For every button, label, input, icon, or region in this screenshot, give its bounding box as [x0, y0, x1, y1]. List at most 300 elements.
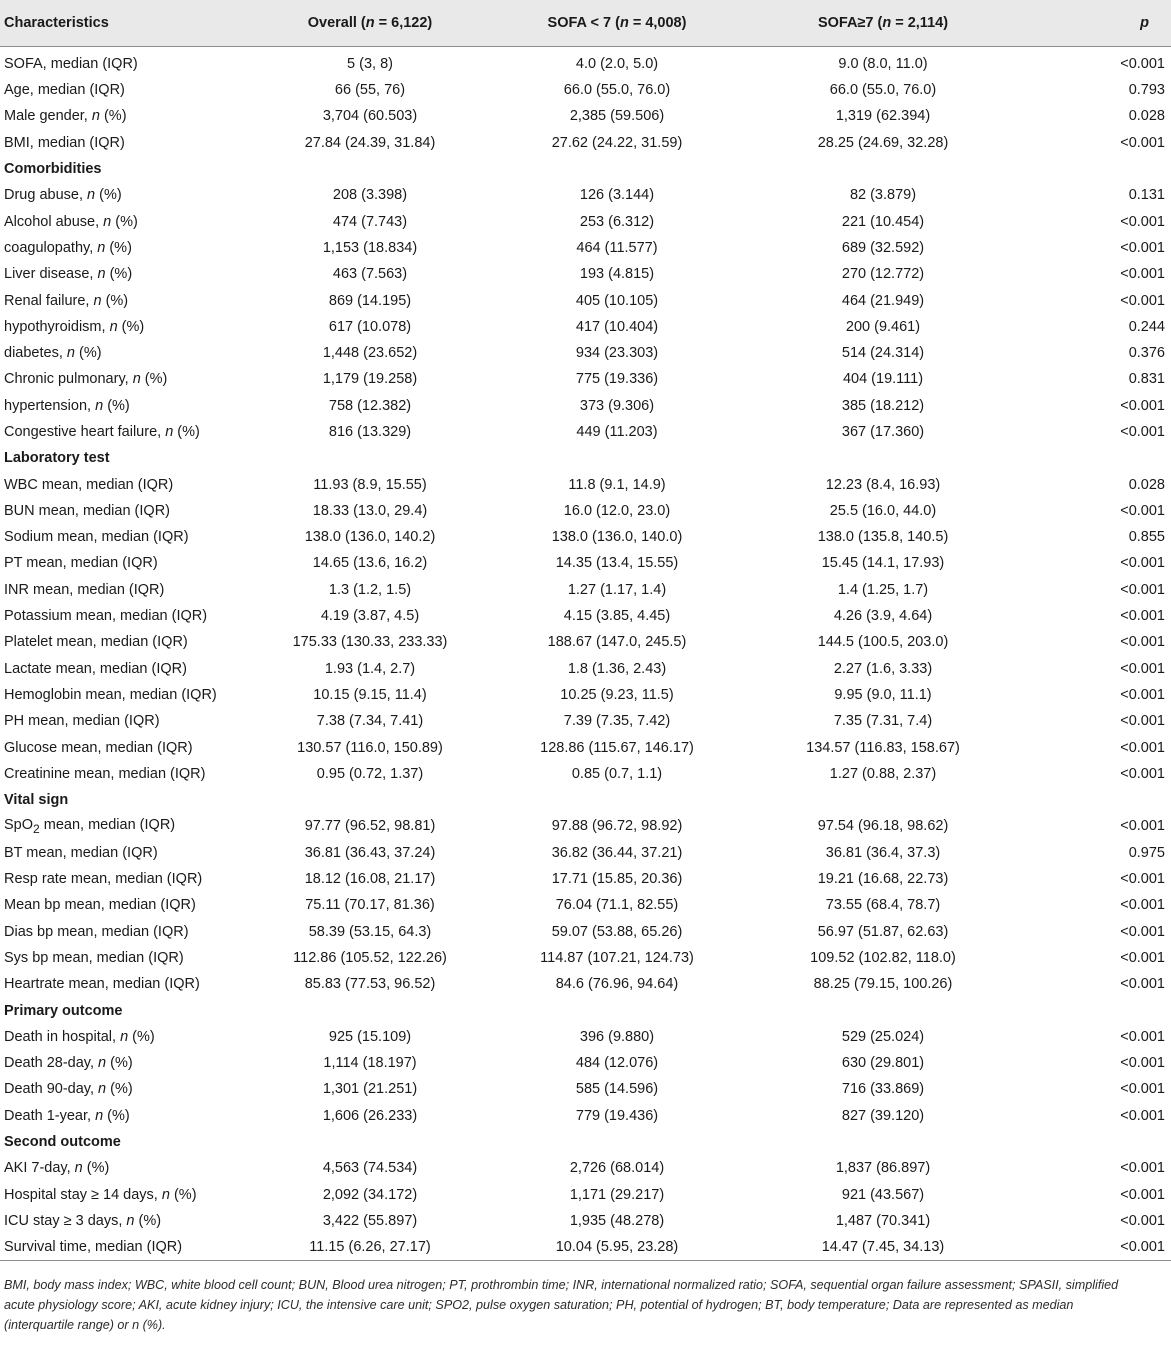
table-row: [0, 1050, 1171, 1076]
sofa-high-cell: 56.97 (51.87, 62.63): [817, 923, 949, 940]
row-label-text: hypertension,: [4, 397, 96, 414]
section-row: [0, 997, 1171, 1023]
empty-cell: [486, 1129, 748, 1155]
p-value-cell: <0.001: [1120, 976, 1165, 993]
sofa-high-cell: 404 (19.111): [842, 371, 924, 388]
p-value-cell: <0.001: [1120, 1081, 1165, 1098]
p-value-cell: 0.131: [1128, 187, 1165, 204]
row-label-italic: n: [103, 213, 112, 230]
sofa-high-cell: 7.35 (7.31, 7.4): [833, 713, 933, 730]
section-heading: Vital sign: [4, 792, 69, 809]
section-heading: Laboratory test: [4, 450, 110, 467]
row-label-text: Potassium mean, median (IQR): [4, 608, 208, 625]
section-row: [0, 445, 1171, 471]
sofa-high-cell: 529 (25.024): [841, 1028, 925, 1045]
row-label-italic: n: [95, 397, 104, 414]
row-label: [0, 813, 254, 839]
p-value-cell: 0.028: [1128, 108, 1165, 125]
sofa-low-cell: 4.0 (2.0, 5.0): [575, 55, 659, 72]
sofa-high-cell: 109.52 (102.82, 118.0): [810, 949, 956, 966]
overall-cell: 10.15 (9.15, 11.4): [313, 686, 427, 703]
row-label: [0, 892, 254, 918]
section-heading: Second outcome: [4, 1134, 121, 1151]
row-label: [0, 629, 254, 655]
header-p-value: p: [1018, 0, 1171, 47]
p-value-cell: <0.001: [1120, 1055, 1165, 1072]
row-label-italic: n: [97, 239, 106, 256]
sofa-high-cell: 82 (3.879): [849, 187, 917, 204]
row-label: [0, 1076, 254, 1102]
sofa-low-cell: 4.15 (3.85, 4.45): [563, 608, 671, 625]
empty-cell: [1018, 156, 1171, 182]
table-row: [0, 1208, 1171, 1234]
overall-cell: 1.3 (1.2, 1.5): [328, 581, 412, 598]
row-label-text: diabetes,: [4, 345, 67, 362]
row-label: [0, 708, 254, 734]
row-label-text: PT mean, median (IQR): [4, 555, 158, 572]
table-row: [0, 603, 1171, 629]
row-label: [0, 287, 254, 313]
row-label-text: Male gender,: [4, 108, 92, 125]
sofa-low-cell: 16.0 (12.0, 23.0): [563, 502, 671, 519]
row-label-italic: n: [74, 1160, 83, 1177]
overall-cell: 3,422 (55.897): [322, 1212, 418, 1229]
overall-cell: 11.93 (8.9, 15.55): [313, 476, 427, 493]
row-label-text: Death 28-day,: [4, 1055, 99, 1072]
table-row: [0, 393, 1171, 419]
table-footnote: BMI, body mass index; WBC, white blood cell count; BUN, Blood urea nitrogen; PT, prothrombin time; INR, international normalized ratio; SOFA, sequential organ failure assessment; SPASII, simplified acute physiology score; AKI, acute kidney injury; ICU, the intensive care unit; SPO2, pulse oxygen saturation; PH, potential of hydrogen; BT, body temperature; Data are represented as median (interquartile range) or n (%).: [4, 1278, 1119, 1333]
section-row: [0, 1129, 1171, 1155]
row-label-text: Death in hospital,: [4, 1028, 121, 1045]
sofa-high-cell: 689 (32.592): [841, 239, 925, 256]
row-label: [0, 1234, 254, 1261]
row-label: [0, 393, 254, 419]
row-label-text: ICU stay ≥ 3 days,: [4, 1212, 127, 1229]
row-label-suffix: (%): [134, 1212, 162, 1229]
sofa-low-cell: 934 (23.303): [575, 345, 659, 362]
table-row: [0, 813, 1171, 839]
row-label-text: AKI 7-day,: [4, 1160, 75, 1177]
row-label-suffix: (%): [99, 108, 127, 125]
row-label: [0, 1208, 254, 1234]
sofa-high-cell: 9.95 (9.0, 11.1): [834, 686, 932, 703]
row-label: [0, 603, 254, 629]
sofa-high-cell: 9.0 (8.0, 11.0): [838, 55, 928, 72]
overall-cell: 1,606 (26.233): [322, 1107, 418, 1124]
row-label-suffix: (%): [95, 187, 122, 204]
table-row: [0, 656, 1171, 682]
overall-cell: 474 (7.743): [332, 213, 408, 230]
row-label-text: Platelet mean, median (IQR): [4, 634, 188, 651]
header-characteristics: Characteristics: [0, 0, 254, 47]
p-value-cell: <0.001: [1120, 424, 1165, 440]
row-label-italic: n: [109, 318, 118, 335]
sofa-low-cell: 59.07 (53.88, 65.26): [551, 923, 683, 940]
overall-cell: 758 (12.382): [328, 397, 412, 414]
row-label: [0, 971, 254, 997]
sofa-low-cell: 373 (9.306): [579, 397, 655, 414]
header-sofa-low: SOFA < 7 (n = 4,008): [486, 0, 748, 47]
empty-cell: [748, 997, 1018, 1023]
p-value-cell: 0.376: [1128, 345, 1165, 362]
overall-cell: 75.11 (70.17, 81.36): [305, 897, 435, 914]
sofa-low-cell: 10.25 (9.23, 11.5): [560, 686, 674, 703]
p-value-cell: <0.001: [1120, 134, 1165, 151]
row-label: [0, 103, 254, 129]
p-value-cell: <0.001: [1120, 1028, 1165, 1045]
table-row: [0, 77, 1171, 103]
sofa-high-cell: 1,319 (62.394): [835, 108, 931, 125]
row-label-text: Age, median (IQR): [4, 82, 125, 99]
table-row: [0, 971, 1171, 997]
sofa-high-cell: 19.21 (16.68, 22.73): [817, 871, 949, 888]
sofa-low-cell: 253 (6.312): [579, 213, 655, 230]
header-row: [0, 0, 1171, 47]
table-row: [0, 314, 1171, 340]
row-label: [0, 1103, 254, 1129]
sofa-high-cell: 88.25 (79.15, 100.26): [813, 976, 953, 993]
row-label-text: Heartrate mean, median (IQR): [4, 976, 200, 993]
row-label: [0, 945, 254, 971]
p-value-cell: <0.001: [1120, 923, 1165, 940]
sofa-high-cell: 921 (43.567): [841, 1186, 925, 1203]
overall-cell: 11.15 (6.26, 27.17): [254, 1234, 486, 1261]
row-label-suffix: (%): [106, 1055, 133, 1072]
empty-cell: [254, 156, 486, 182]
row-label: [0, 314, 254, 340]
overall-cell: 869 (14.195): [328, 292, 412, 309]
overall-cell: 97.77 (96.52, 98.81): [304, 818, 436, 835]
row-label: [0, 340, 254, 366]
sofa-high-cell: 14.47 (7.45, 34.13): [748, 1234, 1018, 1261]
row-label-italic: n: [165, 424, 174, 440]
sofa-high-cell: 25.5 (16.0, 44.0): [829, 502, 937, 519]
empty-cell: [254, 445, 486, 471]
sofa-high-cell: 1,837 (86.897): [835, 1160, 931, 1177]
row-label-text: Sys bp mean, median (IQR): [4, 949, 184, 966]
empty-cell: [486, 445, 748, 471]
row-label-suffix: (%): [103, 1107, 130, 1124]
sofa-low-cell: 585 (14.596): [575, 1081, 659, 1098]
row-label-text: Drug abuse,: [4, 187, 88, 204]
sofa-high-cell: 36.81 (36.4, 37.3): [825, 844, 941, 861]
row-label: [0, 550, 254, 576]
p-value-cell: <0.001: [1120, 713, 1165, 730]
empty-cell: [1018, 445, 1171, 471]
sofa-low-cell: 779 (19.436): [575, 1107, 659, 1124]
empty-cell: [486, 787, 748, 813]
row-label-suffix: mean, median (IQR): [39, 817, 176, 834]
row-label: [0, 77, 254, 103]
row-label-italic: n: [93, 292, 102, 309]
overall-cell: 58.39 (53.15, 64.3): [308, 923, 432, 940]
row-label-text: hypothyroidism,: [4, 318, 110, 335]
overall-cell: 4.19 (3.87, 4.5): [320, 608, 420, 625]
row-label-text: Death 90-day,: [4, 1081, 99, 1098]
sofa-low-cell: 11.8 (9.1, 14.9): [568, 476, 666, 493]
row-label: [0, 682, 254, 708]
row-label-text: PH mean, median (IQR): [4, 713, 160, 730]
empty-cell: [1018, 1129, 1171, 1155]
row-label: [0, 1050, 254, 1076]
sofa-low-cell: 396 (9.880): [579, 1028, 655, 1045]
sofa-high-cell: 1,487 (70.341): [835, 1212, 931, 1229]
row-label-text: BT mean, median (IQR): [4, 844, 158, 861]
section-row: [0, 156, 1171, 182]
overall-cell: 138.0 (136.0, 140.2): [304, 529, 436, 546]
row-label: [0, 419, 254, 445]
overall-cell: 112.86 (105.52, 122.26): [293, 949, 447, 966]
row-label-text: Renal failure,: [4, 292, 94, 309]
table-row: [0, 682, 1171, 708]
overall-cell: 1.93 (1.4, 2.7): [324, 660, 416, 677]
p-value-cell: <0.001: [1120, 634, 1165, 651]
table-row: [0, 629, 1171, 655]
row-label: [0, 471, 254, 497]
table-row: [0, 550, 1171, 576]
row-label-subscript: 2: [33, 821, 40, 836]
p-value-cell: <0.001: [1120, 897, 1165, 914]
row-label-italic: n: [132, 371, 141, 388]
row-label-text: Congestive heart failure,: [4, 424, 166, 440]
empty-cell: [748, 1129, 1018, 1155]
sofa-low-cell: 128.86 (115.67, 146.17): [540, 739, 694, 756]
sofa-low-cell: 36.82 (36.44, 37.21): [551, 844, 683, 861]
row-label-italic: n: [95, 1107, 104, 1124]
table-row: [0, 208, 1171, 234]
sofa-high-cell: 221 (10.454): [841, 213, 925, 230]
p-value-cell: <0.001: [1120, 213, 1165, 230]
row-label: [0, 261, 254, 287]
table-row: [0, 103, 1171, 129]
row-label-italic: n: [126, 1212, 135, 1229]
row-label-text: Alcohol abuse,: [4, 213, 104, 230]
empty-cell: [1018, 997, 1171, 1023]
sofa-low-cell: 76.04 (71.1, 82.55): [555, 897, 679, 914]
p-value-cell: <0.001: [1120, 686, 1165, 703]
table-row: [0, 524, 1171, 550]
sofa-low-cell: 97.88 (96.72, 98.92): [551, 818, 683, 835]
row-label: [0, 47, 254, 78]
p-value-cell: <0.001: [1120, 1212, 1165, 1229]
row-label-italic: n: [97, 266, 106, 283]
table-row: [0, 366, 1171, 392]
overall-cell: 130.57 (116.0, 150.89): [297, 739, 443, 756]
table-row: [0, 182, 1171, 208]
row-label-suffix: (%): [105, 266, 133, 283]
table-row: [0, 577, 1171, 603]
empty-cell: [254, 1129, 486, 1155]
sofa-high-cell: 4.26 (3.9, 4.64): [833, 608, 933, 625]
sofa-low-cell: 1,935 (48.278): [569, 1212, 665, 1229]
sofa-high-cell: 827 (39.120): [841, 1107, 925, 1124]
table-row: [0, 892, 1171, 918]
overall-cell: 18.33 (13.0, 29.4): [312, 502, 428, 519]
p-value-cell: <0.001: [1120, 765, 1165, 782]
sofa-high-cell: 385 (18.212): [841, 397, 925, 414]
sofa-high-cell: 15.45 (14.1, 17.93): [821, 555, 945, 572]
sofa-low-cell: 7.39 (7.35, 7.42): [563, 713, 671, 730]
sofa-high-cell: 138.0 (135.8, 140.5): [817, 529, 949, 546]
sofa-low-cell: 449 (11.203): [576, 424, 658, 440]
table-row: [0, 340, 1171, 366]
sofa-low-cell: 775 (19.336): [575, 371, 659, 388]
row-label: [0, 1181, 254, 1207]
row-label: [0, 577, 254, 603]
overall-cell: 1,153 (18.834): [322, 239, 418, 256]
row-label-text: Lactate mean, median (IQR): [4, 660, 187, 677]
row-label-text: Creatinine mean, median (IQR): [4, 765, 206, 782]
row-label-suffix: (%): [74, 345, 102, 362]
row-label-text: coagulopathy,: [4, 239, 98, 256]
sofa-low-cell: 484 (12.076): [575, 1055, 659, 1072]
row-label-suffix: (%): [105, 239, 132, 256]
p-value-cell: <0.001: [1120, 1107, 1165, 1124]
row-label-text: BUN mean, median (IQR): [4, 502, 170, 519]
row-label-italic: n: [98, 1055, 107, 1072]
row-label-italic: n: [66, 345, 75, 362]
sofa-high-cell: 12.23 (8.4, 16.93): [825, 476, 941, 493]
row-label: [0, 840, 254, 866]
sofa-high-cell: 66.0 (55.0, 76.0): [829, 82, 937, 99]
row-label-text: Glucose mean, median (IQR): [4, 739, 193, 756]
row-label-italic: n: [120, 1028, 129, 1045]
sofa-low-cell: 1.8 (1.36, 2.43): [567, 660, 667, 677]
sofa-high-cell: 464 (21.949): [841, 292, 925, 309]
table-row: [0, 761, 1171, 787]
row-label-suffix: (%): [101, 292, 129, 309]
p-value-cell: <0.001: [1120, 818, 1165, 835]
sofa-high-cell: 1.4 (1.25, 1.7): [837, 581, 929, 598]
sofa-low-cell: 17.71 (15.85, 20.36): [551, 871, 683, 888]
table-row: [0, 945, 1171, 971]
sofa-low-cell: 2,385 (59.506): [569, 108, 665, 125]
row-label-text: Hospital stay ≥ 14 days,: [4, 1186, 162, 1203]
table-body: [0, 47, 1171, 1261]
table-row: [0, 866, 1171, 892]
table-row: [0, 1024, 1171, 1050]
empty-cell: [254, 787, 486, 813]
sofa-high-cell: 134.57 (116.83, 158.67): [806, 739, 960, 756]
row-label: [0, 656, 254, 682]
sofa-high-cell: 28.25 (24.69, 32.28): [817, 134, 949, 151]
sofa-low-cell: 66.0 (55.0, 76.0): [563, 82, 671, 99]
header-sofa-high: SOFA≥7 (n = 2,114): [748, 0, 1018, 47]
p-value-cell: <0.001: [1120, 608, 1165, 625]
overall-cell: 4,563 (74.534): [322, 1160, 418, 1177]
row-label-text: Chronic pulmonary,: [4, 371, 133, 388]
overall-cell: 925 (15.109): [328, 1028, 412, 1045]
sofa-low-cell: 2,726 (68.014): [569, 1160, 665, 1177]
sofa-low-cell: 1.27 (1.17, 1.4): [567, 581, 667, 598]
sofa-high-cell: 1.27 (0.88, 2.37): [829, 765, 937, 782]
row-label: [0, 182, 254, 208]
table-row: [0, 734, 1171, 760]
p-value-cell: <0.001: [1120, 502, 1165, 519]
sofa-high-cell: 270 (12.772): [841, 266, 925, 283]
row-label-text: Death 1-year,: [4, 1107, 96, 1124]
p-value-cell: <0.001: [1120, 581, 1165, 598]
p-value-cell: <0.001: [1120, 292, 1165, 309]
overall-cell: 85.83 (77.53, 96.52): [304, 976, 436, 993]
p-value-cell: <0.001: [1120, 871, 1165, 888]
row-label-text: WBC mean, median (IQR): [4, 476, 174, 493]
row-label: [0, 130, 254, 156]
row-label: [0, 524, 254, 550]
row-label-suffix: (%): [140, 371, 168, 388]
row-label-suffix: (%): [82, 1160, 110, 1177]
p-value-cell: 0.975: [1128, 844, 1165, 861]
table-row: [0, 419, 1171, 445]
sofa-low-cell: 1,171 (29.217): [569, 1186, 665, 1203]
row-label-suffix: (%): [111, 213, 138, 230]
overall-cell: 5 (3, 8): [347, 55, 393, 72]
table-row: [0, 287, 1171, 313]
empty-cell: [1018, 787, 1171, 813]
sofa-high-cell: 200 (9.461): [845, 318, 921, 335]
row-label: [0, 866, 254, 892]
overall-cell: 816 (13.329): [328, 424, 412, 440]
p-value-cell: <0.001: [1018, 1234, 1171, 1261]
table-row: [0, 840, 1171, 866]
row-label: [0, 761, 254, 787]
empty-cell: [748, 445, 1018, 471]
sofa-low-cell: 464 (11.577): [576, 239, 658, 256]
row-label-text: Mean bp mean, median (IQR): [4, 897, 196, 914]
section-row: [0, 787, 1171, 813]
table-row: [0, 235, 1171, 261]
p-value-cell: <0.001: [1120, 555, 1165, 572]
table-row: [0, 47, 1171, 78]
empty-cell: [748, 787, 1018, 813]
sofa-high-cell: 144.5 (100.5, 203.0): [817, 634, 949, 651]
p-value-cell: <0.001: [1120, 239, 1165, 256]
row-label-text: Survival time, median (IQR): [4, 1239, 183, 1256]
row-label: [0, 1155, 254, 1181]
sofa-high-cell: 716 (33.869): [841, 1081, 925, 1098]
section-heading: Comorbidities: [4, 161, 102, 178]
p-value-cell: <0.001: [1120, 1186, 1165, 1203]
sofa-low-cell: 405 (10.105): [575, 292, 659, 309]
sofa-low-cell: 188.67 (147.0, 245.5): [547, 634, 687, 651]
overall-cell: 1,179 (19.258): [322, 371, 418, 388]
sofa-high-cell: 2.27 (1.6, 3.33): [833, 660, 933, 677]
overall-cell: 1,301 (21.251): [322, 1081, 418, 1098]
p-value-cell: <0.001: [1120, 397, 1165, 414]
row-label: [0, 208, 254, 234]
p-value-cell: 0.793: [1128, 82, 1165, 99]
row-label-suffix: (%): [173, 424, 200, 440]
row-label-suffix: (%): [103, 397, 130, 414]
p-value-cell: <0.001: [1120, 1160, 1165, 1177]
row-label-text: Sodium mean, median (IQR): [4, 529, 189, 546]
overall-cell: 36.81 (36.43, 37.24): [304, 844, 436, 861]
row-label-text: INR mean, median (IQR): [4, 581, 165, 598]
p-value-cell: <0.001: [1120, 660, 1165, 677]
overall-cell: 14.65 (13.6, 16.2): [312, 555, 428, 572]
table-row: [0, 1103, 1171, 1129]
overall-cell: 7.38 (7.34, 7.41): [316, 713, 424, 730]
table-row: [0, 498, 1171, 524]
sofa-low-cell: 193 (4.815): [579, 266, 655, 283]
table-row: [0, 130, 1171, 156]
overall-cell: 3,704 (60.503): [322, 108, 418, 125]
row-label: [0, 734, 254, 760]
sofa-low-cell: 138.0 (136.0, 140.0): [551, 529, 683, 546]
table-row: [0, 471, 1171, 497]
row-label-suffix: (%): [169, 1186, 197, 1203]
p-value-cell: 0.831: [1128, 371, 1165, 388]
